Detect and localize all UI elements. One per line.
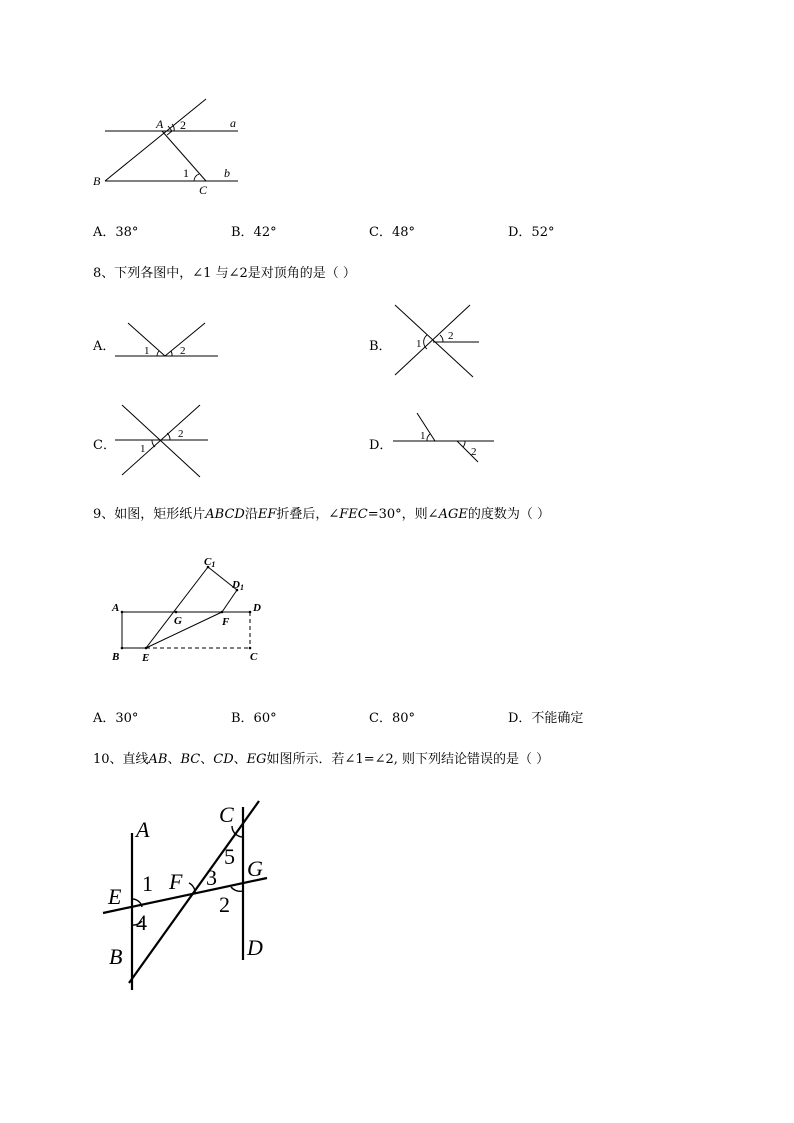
q9-label-G: G <box>174 615 182 627</box>
q10-label-B: B <box>109 944 123 969</box>
q8-option-c-letter[interactable]: C． <box>93 438 116 453</box>
q8b-label-2: 2 <box>448 330 454 342</box>
q8-option-d-letter[interactable]: D． <box>369 438 393 453</box>
q9-text-5: 的度数为（ ） <box>467 507 550 522</box>
q10-sep-2: 、 <box>200 752 214 767</box>
q9-option-d[interactable]: D．不能确定 <box>508 711 584 726</box>
label-a: a <box>230 116 236 130</box>
q9-text-4: =30°，则∠ <box>367 507 439 522</box>
q10-label-5: 5 <box>224 844 235 869</box>
q9-label-A: A <box>112 602 120 614</box>
q10-figure <box>95 795 280 995</box>
q10-label-E: E <box>108 884 122 909</box>
q8a-label-1: 1 <box>144 345 150 357</box>
q10-label-2: 2 <box>219 892 230 917</box>
q8d-label-1: 1 <box>420 430 426 442</box>
q8-option-b-letter[interactable]: B． <box>369 339 392 354</box>
q7-option-c[interactable]: C．48° <box>369 225 415 240</box>
q9-text-2: 沿 <box>244 507 258 522</box>
q8d-label-2: 2 <box>471 446 477 458</box>
q9-label-B: B <box>112 651 120 663</box>
q7-option-d[interactable]: D．52° <box>508 225 555 240</box>
q9-label-C: C <box>250 651 258 663</box>
q9-ef: EF <box>257 507 277 522</box>
q9-label-F: F <box>222 616 230 628</box>
q9-option-c[interactable]: C．80° <box>369 711 415 726</box>
q8-question: 8、下列各图中，∠1 与∠2是对顶角的是（ ） <box>93 266 356 281</box>
q8a-label-2: 2 <box>180 345 186 357</box>
label-B: B <box>93 174 101 188</box>
q10-label-D: D <box>247 935 263 960</box>
q9-question <box>93 503 550 522</box>
label-b: b <box>224 166 230 180</box>
q10-label-3: 3 <box>206 865 217 890</box>
q7-figure <box>90 95 250 200</box>
q9-label-D1: D1 <box>232 579 244 592</box>
q9-label-C1: C1 <box>204 556 216 569</box>
transversal-ba <box>105 99 206 181</box>
q10-question <box>93 748 549 767</box>
q8c-label-1: 1 <box>140 443 146 455</box>
q8-option-d-figure <box>390 408 500 466</box>
q9-figure <box>108 552 268 667</box>
q9-age: AGE <box>438 507 468 522</box>
q10-bc: BC <box>180 752 201 767</box>
q10-label-G: G <box>247 856 263 881</box>
q10-ab: AB <box>148 752 168 767</box>
q10-eg: EG <box>246 752 267 767</box>
q10-sep-3: 、 <box>233 752 247 767</box>
q10-label-A: A <box>136 817 150 842</box>
q10-text-2: 如图所示．若∠1=∠2, 则下列结论错误的是（ ） <box>266 752 550 767</box>
q10-sep-1: 、 <box>167 752 181 767</box>
q9-text-3: 折叠后，∠ <box>276 507 340 522</box>
q9-text-1: 9、如图，矩形纸片 <box>93 507 206 522</box>
q10-label-4: 4 <box>136 910 147 935</box>
label-A: A <box>156 117 164 131</box>
q9-label-E: E <box>142 652 150 664</box>
q9-option-b[interactable]: B．60° <box>231 711 277 726</box>
q8b-label-1: 1 <box>416 338 422 350</box>
q8-option-c-figure <box>112 402 212 480</box>
q10-cd: CD <box>213 752 234 767</box>
angle-1-arc <box>194 174 199 181</box>
q8c-label-2: 2 <box>178 428 184 440</box>
q8-option-a-figure <box>110 318 225 363</box>
q7-option-a[interactable]: A．38° <box>93 225 139 240</box>
q10-label-1: 1 <box>142 871 153 896</box>
label-C: C <box>199 183 208 197</box>
q9-abcd: ABCD <box>205 507 245 522</box>
q9-fec: FEC <box>339 507 368 522</box>
q8-option-b-figure <box>390 302 485 380</box>
label-2: 2 <box>180 118 186 132</box>
label-1: 1 <box>183 166 189 180</box>
q10-label-C: C <box>219 802 234 827</box>
q10-label-F: F <box>169 869 183 894</box>
q9-option-a[interactable]: A．30° <box>93 711 139 726</box>
q7-option-b[interactable]: B．42° <box>231 225 277 240</box>
q10-text-1: 10、直线 <box>93 752 149 767</box>
q8-option-a-letter[interactable]: A． <box>93 339 116 354</box>
q9-label-D: D <box>253 602 261 614</box>
